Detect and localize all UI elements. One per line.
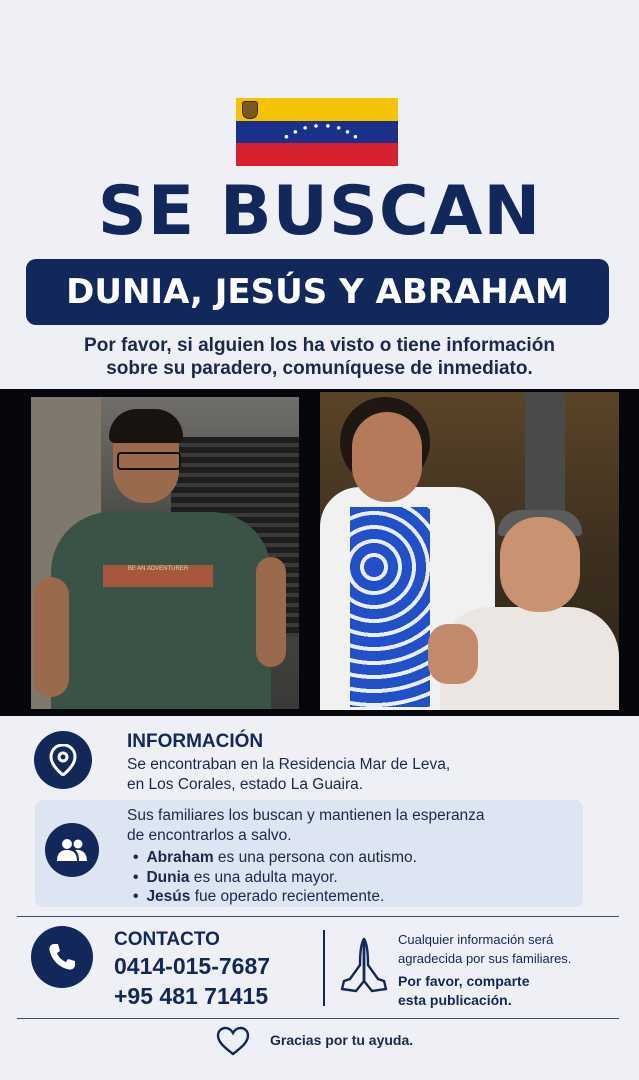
photo-elderly-woman-and-man	[320, 392, 619, 710]
contact-title: CONTACTO	[114, 929, 220, 950]
family-list	[133, 848, 417, 907]
family-line-1: Sus familiares los buscan y mantienen la esperanza	[127, 807, 485, 824]
person-arm-right	[256, 557, 286, 667]
info-line-1: Se encontraban en la Residencia Mar de Leva,	[127, 756, 451, 773]
family-users-icon	[45, 823, 99, 877]
held-hands	[428, 624, 478, 684]
family-text	[127, 806, 567, 845]
flag-yellow-stripe	[236, 98, 398, 121]
shirt-text: BE AN ADVENTURER	[127, 566, 189, 572]
person-arm-left	[33, 577, 69, 697]
list-item	[133, 887, 417, 907]
subtitle-line-1: Por favor, si alguien los ha visto o tiene información	[84, 335, 555, 356]
info-line-2: en Los Corales, estado La Guaira.	[127, 776, 364, 793]
share-line-1: Por favor, comparte	[398, 973, 530, 989]
person-hair	[109, 409, 183, 443]
person-shirt	[51, 512, 271, 709]
list-item-text: fue operado recientemente.	[190, 888, 385, 905]
photo-young-man	[31, 397, 299, 709]
flag-blue-stripe	[236, 121, 398, 144]
flag-red-stripe	[236, 143, 398, 166]
list-item-name: Abraham	[146, 849, 214, 866]
location-pin-icon	[34, 731, 92, 789]
venezuela-flag	[236, 98, 398, 166]
info-title: INFORMACIÓN	[127, 731, 264, 752]
praying-hands-icon	[340, 935, 388, 995]
stars-icon	[236, 121, 398, 144]
share-line-2: esta publicación.	[398, 992, 512, 1008]
shirt-print	[103, 565, 213, 587]
list-item-name: Jesús	[146, 888, 191, 905]
divider	[17, 1018, 619, 1019]
phone-number-2[interactable]: +95 481 71415	[114, 983, 269, 1009]
man-face	[500, 517, 580, 612]
family-line-2: de encontrarlos a salvo.	[127, 826, 292, 844]
list-item	[133, 848, 417, 868]
coat-of-arms-icon	[242, 101, 258, 119]
thanks-text: Gracias por tu ayuda.	[270, 1032, 414, 1048]
list-item-name: Dunia	[146, 868, 190, 886]
list-item	[133, 868, 417, 888]
note-line-2: agradecida por sus familiares.	[398, 951, 572, 966]
subtitle-line-2: sobre su paradero, comuníquese de inmediato.	[106, 358, 533, 379]
heart-icon	[216, 1026, 250, 1056]
subtitle	[40, 334, 599, 380]
woman-face	[352, 412, 422, 502]
names-banner	[26, 259, 609, 325]
glasses-icon	[117, 452, 181, 470]
divider	[17, 916, 619, 917]
page-title: SE BUSCAN	[97, 172, 542, 251]
info-note	[398, 930, 618, 968]
phone-number-1[interactable]: 0414-015-7687	[114, 953, 271, 979]
list-item-text: es una persona con autismo.	[213, 849, 417, 866]
share-note	[398, 972, 618, 1010]
woman-dress	[350, 507, 430, 707]
vertical-divider	[323, 930, 325, 1006]
list-item-text: es una adulta mayor.	[189, 868, 338, 886]
photo-strip	[0, 389, 639, 716]
info-text	[127, 755, 547, 795]
note-line-1: Cualquier información será	[398, 932, 554, 947]
names-text: DUNIA, JESÚS Y ABRAHAM	[66, 272, 569, 312]
phone-icon[interactable]	[31, 926, 93, 988]
